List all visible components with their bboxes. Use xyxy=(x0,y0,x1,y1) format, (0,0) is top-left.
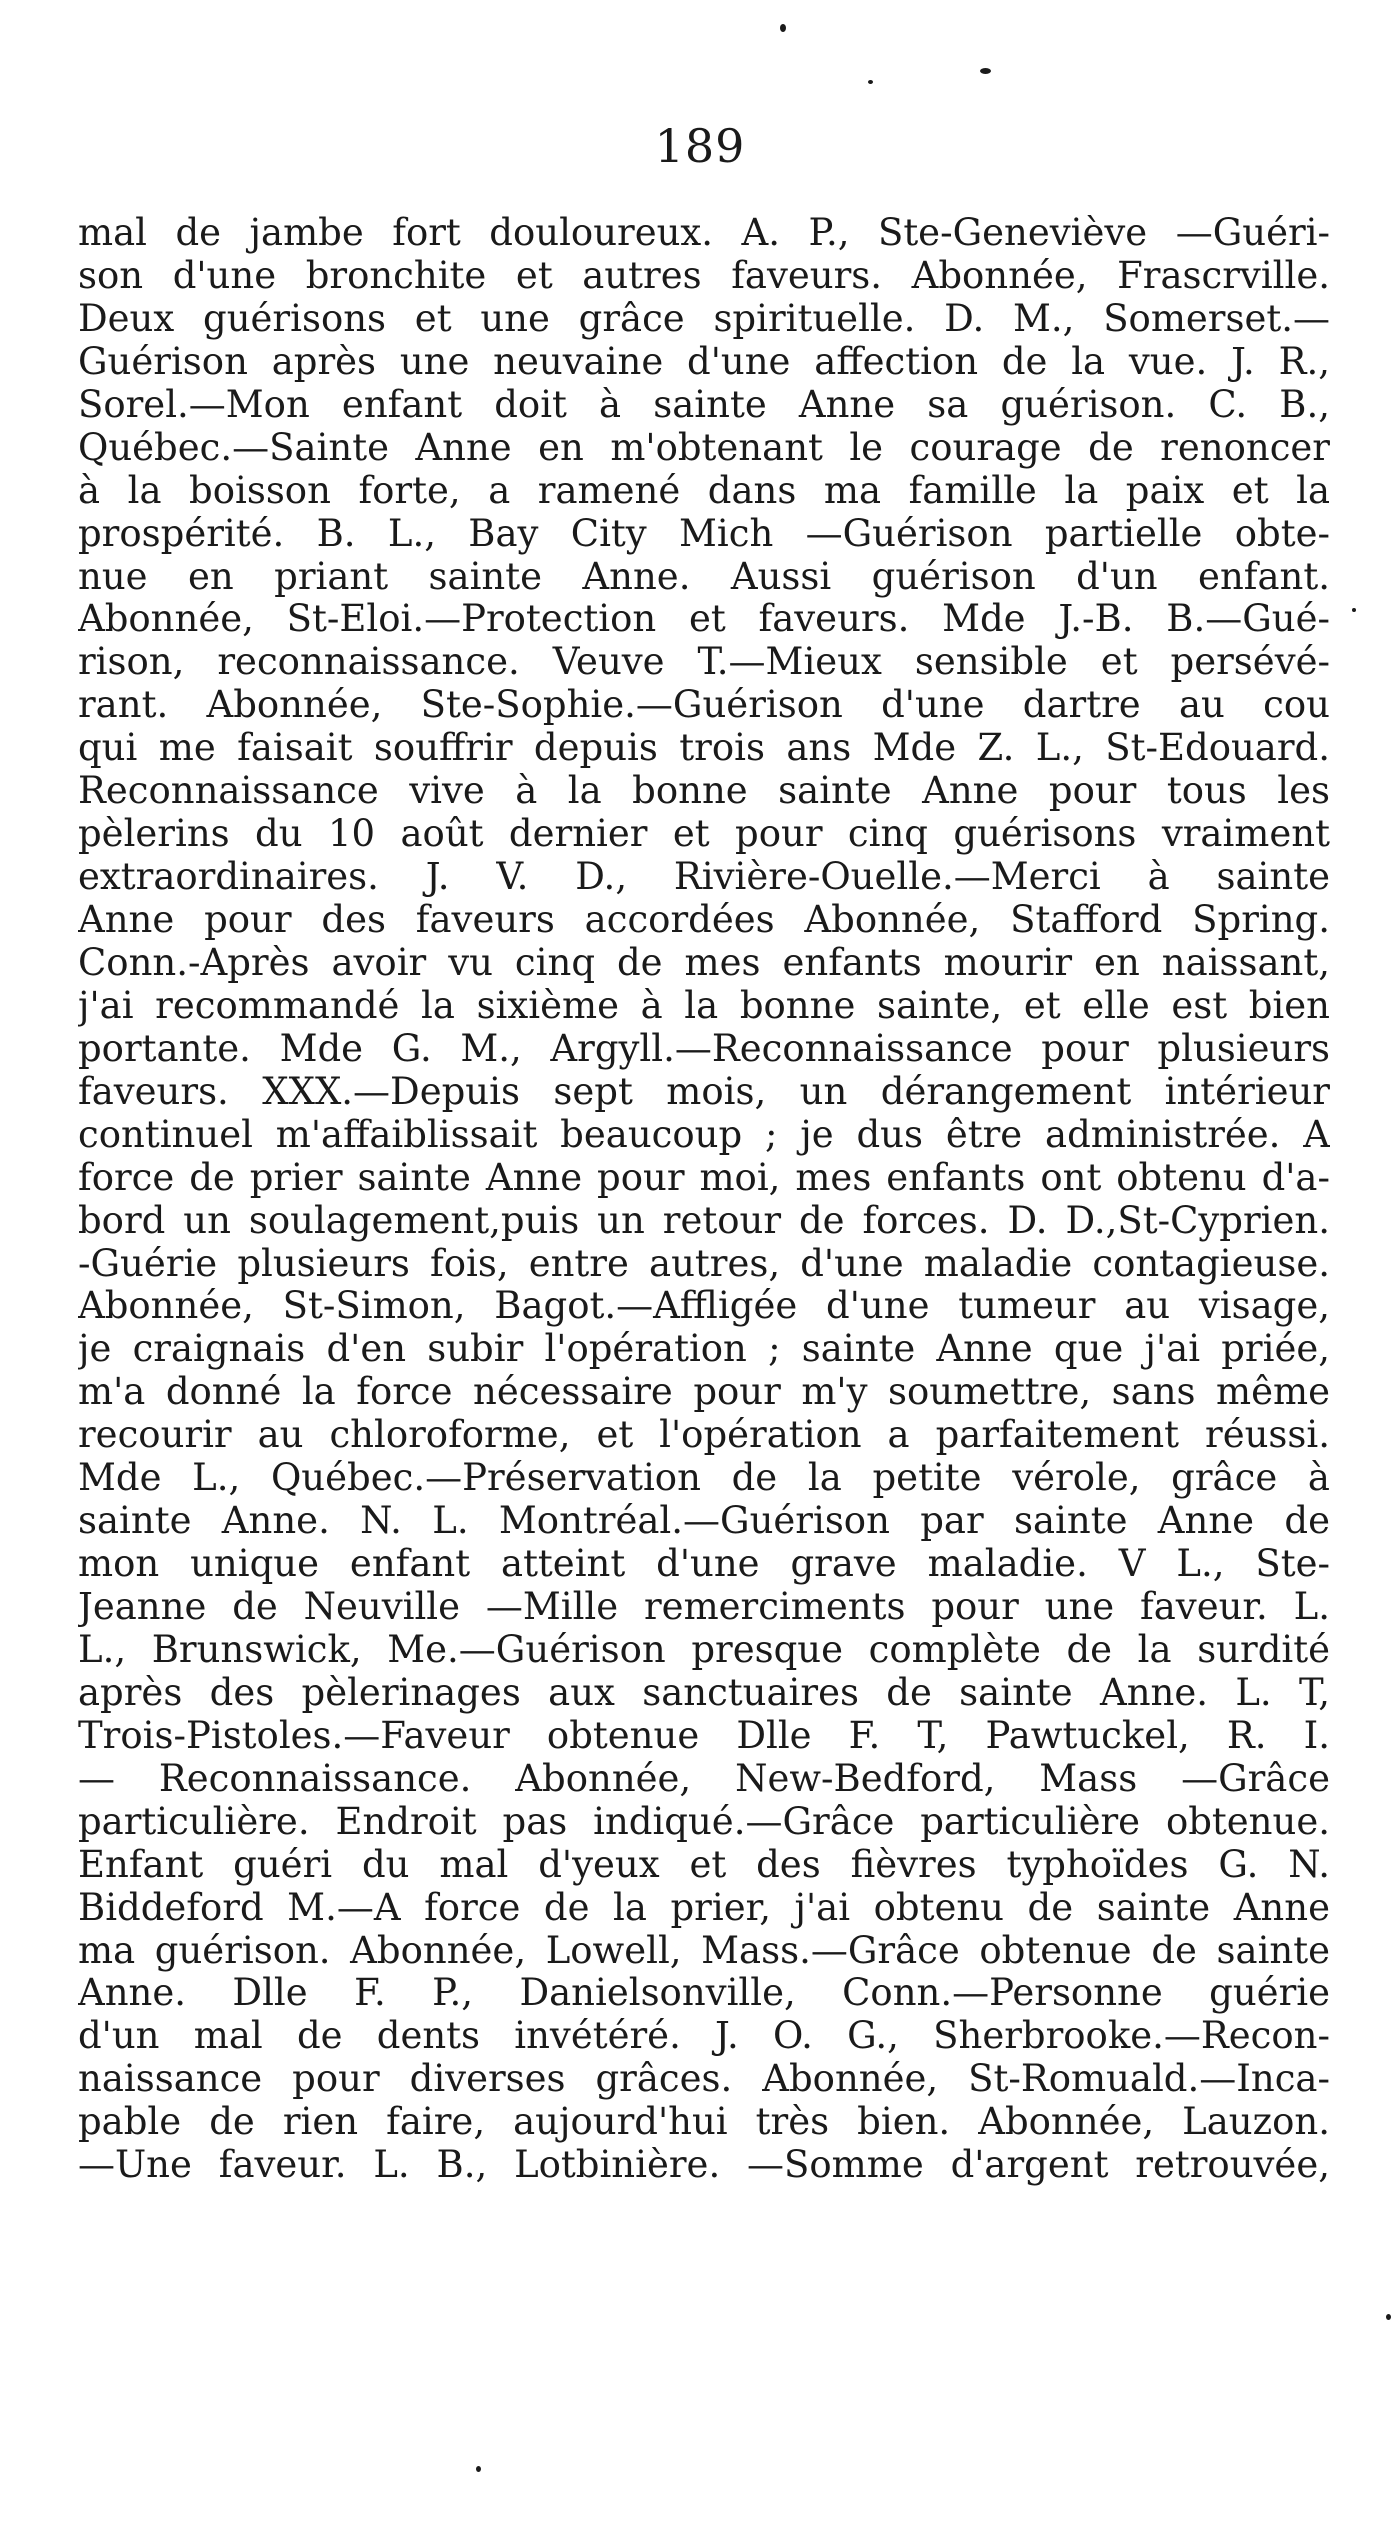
text-line: portante. Mde G. M., Argyll.—Reconnaissance pour plusieurs xyxy=(78,1027,1330,1070)
text-line: pable de rien faire, aujourd'hui très bien. Abonnée, Lauzon. xyxy=(78,2101,1330,2144)
text-line: à la boisson forte, a ramené dans ma famille la paix et la xyxy=(78,469,1330,512)
text-line: — Reconnaissance. Abonnée, New-Bedford, Mass —Grâce xyxy=(78,1757,1330,1800)
page-number: 189 xyxy=(654,119,746,173)
text-line: Mde L., Québec.—Préservation de la petite vérole, grâce à xyxy=(78,1457,1330,1500)
text-line: faveurs. XXX.—Depuis sept mois, un dérangement intérieur xyxy=(78,1070,1330,1113)
ink-speck xyxy=(476,2466,481,2472)
text-line: Deux guérisons et une grâce spirituelle. D. M., Somerset.— xyxy=(78,297,1330,340)
text-line: Abonnée, St-Eloi.—Protection et faveurs. Mde J.-B. B.—Gué- xyxy=(78,598,1330,641)
text-line: Anne pour des faveurs accordées Abonnée, Stafford Spring. xyxy=(78,899,1330,941)
text-line: bord un soulagement,puis un retour de forces. D. D.,St-Cyprien. xyxy=(78,1199,1330,1242)
text-line: m'a donné la force nécessaire pour m'y soumettre, sans même xyxy=(78,1371,1330,1414)
text-line: naissance pour diverses grâces. Abonnée, St-Romuald.—Inca- xyxy=(78,2058,1330,2101)
text-line: Conn.-Après avoir vu cinq de mes enfants mourir en naissant, xyxy=(78,941,1330,984)
text-line: Sorel.—Mon enfant doit à sainte Anne sa guérison. C. B., xyxy=(78,383,1330,426)
text-line: particulière. Endroit pas indiqué.—Grâce particulière obtenue. xyxy=(78,1800,1330,1843)
text-line: L., Brunswick, Me.—Guérison presque complète de la surdité xyxy=(78,1628,1330,1671)
text-line: Reconnaissance vive à la bonne sainte Anne pour tous les xyxy=(78,770,1330,813)
ink-speck xyxy=(1352,608,1356,612)
ink-speck xyxy=(1386,2314,1391,2320)
text-line: rant. Abonnée, Ste-Sophie.—Guérison d'une dartre au cou xyxy=(78,684,1330,727)
text-line: —Une faveur. L. B., Lotbinière. —Somme d'argent retrouvée, xyxy=(78,2144,1330,2187)
text-line: après des pèlerinages aux sanctuaires de sainte Anne. L. T, xyxy=(78,1671,1330,1714)
text-line: j'ai recommandé la sixième à la bonne sainte, et elle est bien xyxy=(78,984,1330,1027)
text-line: continuel m'affaiblissait beaucoup ; je dus être administrée. A xyxy=(78,1113,1330,1156)
text-line: mon unique enfant atteint d'une grave maladie. V L., Ste- xyxy=(78,1543,1330,1586)
text-line: extraordinaires. J. V. D., Rivière-Ouelle.—Merci à sainte xyxy=(78,856,1330,899)
text-line: Trois-Pistoles.—Faveur obtenue Dlle F. T, Pawtuckel, R. I. xyxy=(78,1714,1330,1757)
text-line: ma guérison. Abonnée, Lowell, Mass.—Grâce obtenue de sainte xyxy=(78,1929,1330,1972)
text-line: Guérison après une neuvaine d'une affection de la vue. J. R., xyxy=(78,340,1330,383)
text-line: force de prier sainte Anne pour moi, mes enfants ont obtenu d'a- xyxy=(78,1156,1330,1199)
text-line: sainte Anne. N. L. Montréal.—Guérison par sainte Anne de xyxy=(78,1500,1330,1543)
body-text xyxy=(78,212,1330,2187)
ink-speck xyxy=(780,24,786,32)
text-line: recourir au chloroforme, et l'opération a parfaitement réussi. xyxy=(78,1414,1330,1457)
text-line: Jeanne de Neuville —Mille remerciments pour une faveur. L. xyxy=(78,1586,1330,1628)
ink-speck xyxy=(980,68,991,74)
text-line: Biddeford M.—A force de la prier, j'ai obtenu de sainte Anne xyxy=(78,1886,1330,1929)
text-line: son d'une bronchite et autres faveurs. Abonnée, Frascrville. xyxy=(78,254,1330,297)
text-line: -Guérie plusieurs fois, entre autres, d'une maladie contagieuse. xyxy=(78,1242,1330,1285)
text-line: qui me faisait souffrir depuis trois ans Mde Z. L., St-Edouard. xyxy=(78,727,1330,770)
text-line: Québec.—Sainte Anne en m'obtenant le courage de renoncer xyxy=(78,426,1330,469)
text-line: Abonnée, St-Simon, Bagot.—Affligée d'une tumeur au visage, xyxy=(78,1285,1330,1328)
text-line: pèlerins du 10 août dernier et pour cinq guérisons vraiment xyxy=(78,813,1330,856)
text-line: d'un mal de dents invétéré. J. O. G., Sherbrooke.—Recon- xyxy=(78,2015,1330,2058)
text-line: Anne. Dlle F. P., Danielsonville, Conn.—Personne guérie xyxy=(78,1972,1330,2015)
text-line: Enfant guéri du mal d'yeux et des fièvres typhoïdes G. N. xyxy=(78,1843,1330,1886)
text-line: mal de jambe fort douloureux. A. P., Ste-Geneviève —Guéri- xyxy=(78,212,1330,254)
text-line: nue en priant sainte Anne. Aussi guérison d'un enfant. xyxy=(78,555,1330,598)
ink-speck xyxy=(868,80,873,84)
text-line: je craignais d'en subir l'opération ; sainte Anne que j'ai priée, xyxy=(78,1328,1330,1371)
text-line: rison, reconnaissance. Veuve T.—Mieux sensible et persévé- xyxy=(78,641,1330,684)
text-line: prospérité. B. L., Bay City Mich —Guérison partielle obte- xyxy=(78,512,1330,555)
